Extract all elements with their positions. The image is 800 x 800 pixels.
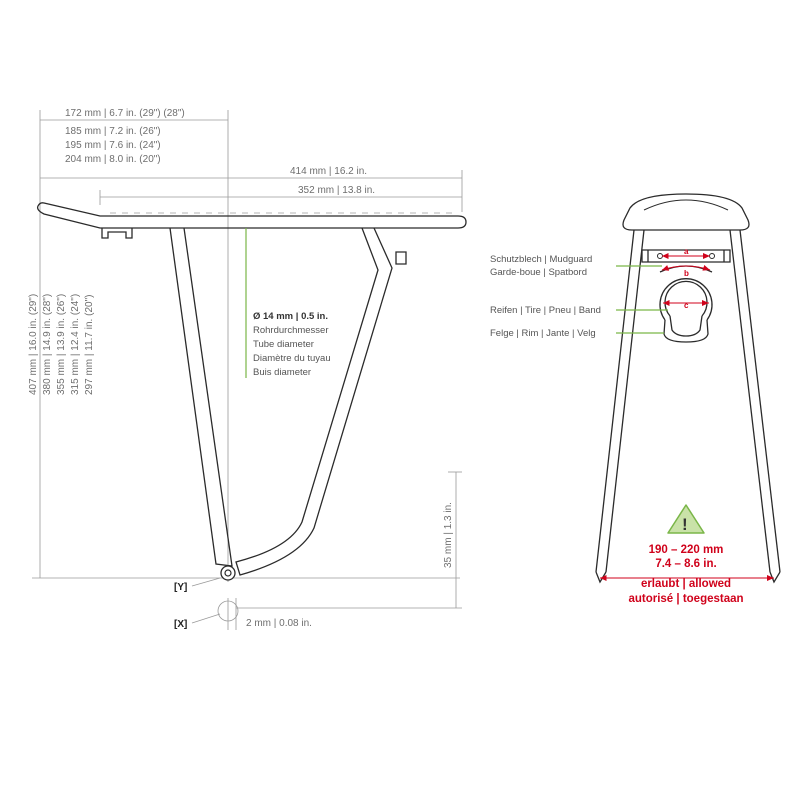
letter-a: a xyxy=(684,247,689,256)
front-view xyxy=(490,194,780,605)
tube-fr-label: Diamètre du tuyau xyxy=(253,353,331,364)
dim-195-label: 195 mm | 7.6 in. (24") xyxy=(65,140,161,151)
dim-185-label: 185 mm | 7.2 in. (26") xyxy=(65,126,161,137)
dim-35-label: 35 mm | 1.3 in. xyxy=(443,502,454,568)
warning-triangle-icon xyxy=(668,505,704,534)
legend-rim: Felge | Rim | Jante | Velg xyxy=(490,328,596,339)
dim-355-label: 355 mm | 13.9 in. (26") xyxy=(56,293,67,395)
letter-c: c xyxy=(684,301,689,310)
dim-35-lines xyxy=(236,472,462,608)
warning-allowed-line2: autorisé | toegestaan xyxy=(628,593,744,605)
dim-407-label: 407 mm | 16.0 in. (29") xyxy=(28,293,39,395)
legend-mudguard-line2: Garde-boue | Spatbord xyxy=(490,267,588,278)
dim-414-label: 414 mm | 16.2 in. xyxy=(290,166,368,177)
tube-nl-label: Buis diameter xyxy=(253,367,312,378)
dim-380-label: 380 mm | 14.9 in. (28") xyxy=(42,293,53,395)
dim-352-label: 352 mm | 13.8 in. xyxy=(298,185,376,196)
dim-2-label: 2 mm | 0.08 in. xyxy=(246,618,312,629)
warning-allowed-line1: erlaubt | allowed xyxy=(640,578,732,590)
height-dimension-labels xyxy=(28,294,95,395)
dim-204-label: 204 mm | 8.0 in. (20") xyxy=(65,154,161,165)
marker-x: [X] xyxy=(174,619,188,630)
legend-mudguard-line1: Schutzblech | Mudguard xyxy=(490,254,593,265)
warning-range-mm: 190 – 220 mm xyxy=(648,544,724,556)
legend-tire: Reifen | Tire | Pneu | Band xyxy=(490,305,601,316)
letter-b: b xyxy=(684,269,689,278)
marker-y: [Y] xyxy=(174,582,188,593)
warning-range-in: 7.4 – 8.6 in. xyxy=(655,558,717,570)
dim-172-label: 172 mm | 6.7 in. (29") (28") xyxy=(65,108,185,119)
tube-size-label: Ø 14 mm | 0.5 in. xyxy=(253,311,328,322)
tube-de-label: Rohrdurchmesser xyxy=(253,325,329,336)
tube-en-label: Tube diameter xyxy=(253,339,314,350)
top-dimension-lines xyxy=(40,110,462,582)
side-view xyxy=(28,108,466,630)
rack-side-drawing xyxy=(38,203,466,580)
svg-text:!: ! xyxy=(682,515,688,534)
dim-297-label: 297 mm | 11.7 in. (20") xyxy=(84,294,95,395)
dim-315-label: 315 mm | 12.4 in. (24") xyxy=(70,293,81,395)
